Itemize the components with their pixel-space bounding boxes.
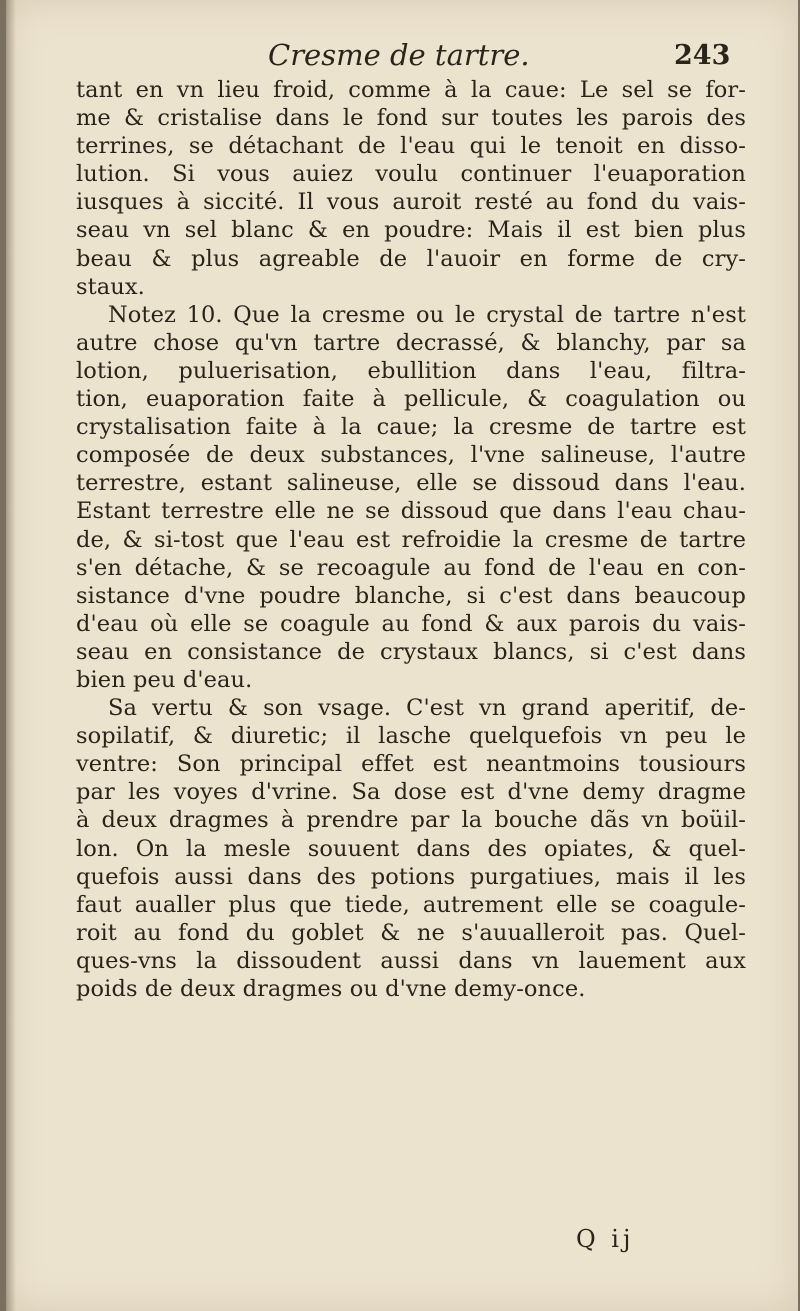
- text-line: Estant terrestre elle ne se dissoud que dans l'eau chau-: [76, 498, 746, 525]
- text-line: lution. Si vous auiez voulu continuer l'euaporation: [76, 161, 746, 188]
- text-line: crystalisation faite à la caue; la cresme de tartre est: [76, 414, 746, 441]
- text-line: à deux dragmes à prendre par la bouche dãs vn boüil-: [76, 807, 746, 834]
- text-line: composée de deux substances, l'vne salineuse, l'autre: [76, 442, 746, 469]
- paragraph-start-line: Notez 10. Que la cresme ou le crystal de tartre n'est: [108, 301, 746, 328]
- text-line: autre chose qu'vn tartre decrassé, & blanchy, par sa: [76, 329, 746, 356]
- text-line: quefois aussi dans des potions purgatiues, mais il les: [76, 863, 746, 890]
- running-title: Cresme de tartre.: [268, 38, 530, 72]
- text-line: ventre: Son principal effet est neantmoins tousiours: [76, 751, 746, 778]
- text-line: terrines, se détachant de l'eau qui le tenoit en disso-: [76, 133, 746, 160]
- text-line: par les voyes d'vrine. Sa dose est d'vne demy dragme: [76, 779, 746, 806]
- running-head: [6, 38, 798, 78]
- text-line: iusques à siccité. Il vous auroit resté au fond du vais-: [76, 189, 746, 216]
- text-line: roit au fond du goblet & ne s'auualleroit pas. Quel-: [76, 919, 746, 946]
- text-line: beau & plus agreable de l'auoir en forme de cry-: [76, 245, 746, 272]
- text-line: staux.: [76, 273, 145, 300]
- text-line: me & cristalise dans le fond sur toutes les parois des: [76, 105, 746, 132]
- text-line: seau en consistance de crystaux blancs, si c'est dans: [76, 638, 746, 665]
- book-page: [6, 0, 798, 1311]
- text-line: s'en détache, & se recoagule au fond de l'eau en con-: [76, 554, 746, 581]
- paragraph-start-line: Sa vertu & son vsage. C'est vn grand aperitif, de-: [108, 695, 746, 722]
- text-line: tant en vn lieu froid, comme à la caue: Le sel se for-: [76, 77, 746, 103]
- text-line: sistance d'vne poudre blanche, si c'est dans beaucoup: [76, 582, 746, 609]
- text-line: tion, euaporation faite à pellicule, & coagulation ou: [76, 386, 746, 413]
- signature-mark: Q ij: [576, 1225, 635, 1253]
- text-line: terrestre, estant salineuse, elle se dissoud dans l'eau.: [76, 470, 746, 497]
- text-line: lon. On la mesle souuent dans des opiates, & quel-: [76, 835, 746, 862]
- text-line: faut aualler plus que tiede, autrement elle se coagule-: [76, 891, 746, 918]
- body-text: [76, 76, 746, 1003]
- text-line: sopilatif, & diuretic; il lasche quelquefois vn peu le: [76, 723, 746, 750]
- text-line: bien peu d'eau.: [76, 666, 253, 693]
- page-number: 243: [674, 40, 731, 71]
- text-line: lotion, puluerisation, ebullition dans l'eau, filtra-: [76, 357, 746, 384]
- text-line: poids de deux dragmes ou d'vne demy-once.: [76, 976, 586, 1002]
- text-line: seau vn sel blanc & en poudre: Mais il est bien plus: [76, 217, 746, 244]
- text-line: de, & si-tost que l'eau est refroidie la cresme de tartre: [76, 526, 746, 553]
- text-line: d'eau où elle se coagule au fond & aux parois du vais-: [76, 610, 746, 637]
- text-line: ques-vns la dissoudent aussi dans vn lauement aux: [76, 947, 746, 974]
